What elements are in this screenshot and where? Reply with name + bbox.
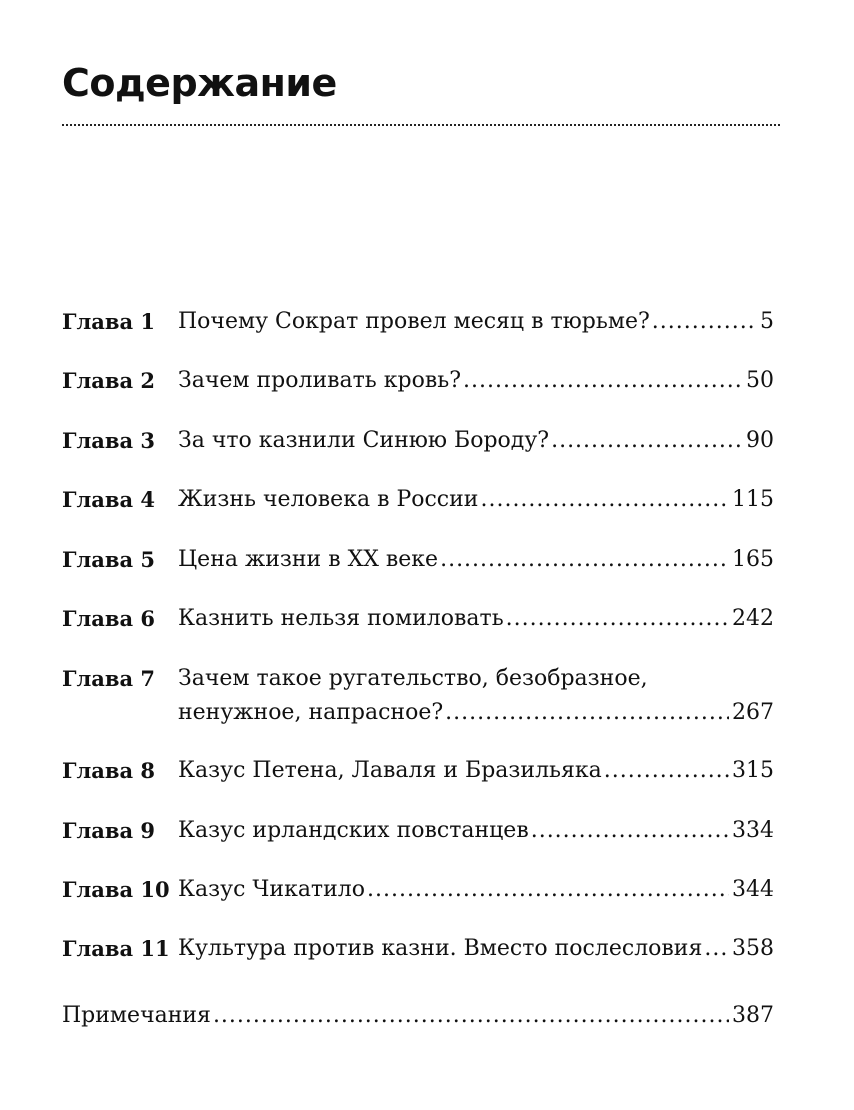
chapter-label: Глава 2 [62, 368, 156, 393]
page-number: 5 [760, 309, 774, 334]
dot-leader [463, 364, 743, 398]
page-number: 315 [732, 758, 774, 783]
chapter-label: Глава 6 [62, 606, 156, 631]
toc-entry-chapter-10[interactable] [62, 873, 774, 907]
title-divider [62, 124, 780, 126]
dot-leader [480, 483, 729, 517]
toc-entry-chapter-4[interactable] [62, 483, 774, 517]
dot-leader [213, 999, 729, 1033]
toc-entry-chapter-1[interactable] [62, 305, 774, 339]
notes-title: Примечания [62, 1003, 211, 1028]
dot-leader [367, 873, 729, 907]
chapter-title-line-2: ненужное, напрасное? [178, 700, 444, 725]
chapter-title: Казус Петена, Лаваля и Бразильяка [178, 758, 602, 783]
toc-entry-chapter-2[interactable] [62, 364, 774, 398]
page-number: 50 [746, 368, 774, 393]
toc-entry-chapter-3[interactable] [62, 424, 774, 458]
dot-leader [604, 754, 729, 788]
chapter-label: Глава 9 [62, 818, 156, 843]
chapter-label: Глава 8 [62, 758, 156, 783]
chapter-title: Жизнь человека в России [178, 487, 479, 512]
chapter-title: Культура против казни. Вместо послесловия [178, 936, 703, 961]
chapter-label: Глава 3 [62, 428, 156, 453]
chapter-label: Глава 5 [62, 547, 156, 572]
toc-entry-chapter-11[interactable] [62, 932, 774, 966]
chapter-title-line-1: Зачем такое ругательство, безобразное, [178, 666, 648, 691]
chapter-title: Почему Сократ провел месяц в тюрьме? [178, 309, 650, 334]
toc-entry-chapter-7[interactable] [62, 662, 774, 730]
chapter-title: Зачем проливать кровь? [178, 368, 462, 393]
chapter-label: Глава 11 [62, 936, 170, 961]
chapter-label: Глава 4 [62, 487, 156, 512]
toc-entry-notes[interactable] [62, 999, 774, 1033]
dot-leader [440, 543, 729, 577]
page-number: 267 [732, 700, 774, 725]
page-number: 115 [732, 487, 774, 512]
dot-leader [506, 602, 729, 636]
page-title: Содержание [62, 61, 337, 105]
dot-leader [551, 424, 743, 458]
toc-entry-chapter-8[interactable] [62, 754, 774, 788]
page-number: 165 [732, 547, 774, 572]
page-number: 387 [732, 1003, 774, 1028]
chapter-title: Казнить нельзя помиловать [178, 606, 504, 631]
page-number: 358 [732, 936, 774, 961]
chapter-label: Глава 1 [62, 309, 156, 334]
chapter-label: Глава 7 [62, 666, 156, 691]
toc-entry-chapter-5[interactable] [62, 543, 774, 577]
page-number: 344 [732, 877, 774, 902]
chapter-title: Цена жизни в ХХ веке [178, 547, 439, 572]
page-number: 334 [732, 818, 774, 843]
dot-leader [531, 814, 729, 848]
toc-entry-chapter-6[interactable] [62, 602, 774, 636]
chapter-title: Казус Чикатило [178, 877, 365, 902]
chapter-title: Казус ирландских повстанцев [178, 818, 529, 843]
dot-leader [652, 305, 757, 339]
chapter-label: Глава 10 [62, 877, 170, 902]
page-number: 90 [746, 428, 774, 453]
page-number: 242 [732, 606, 774, 631]
dot-leader [445, 696, 729, 730]
dot-leader [704, 932, 729, 966]
chapter-title: За что казнили Синюю Бороду? [178, 428, 550, 453]
toc-entry-chapter-9[interactable] [62, 814, 774, 848]
